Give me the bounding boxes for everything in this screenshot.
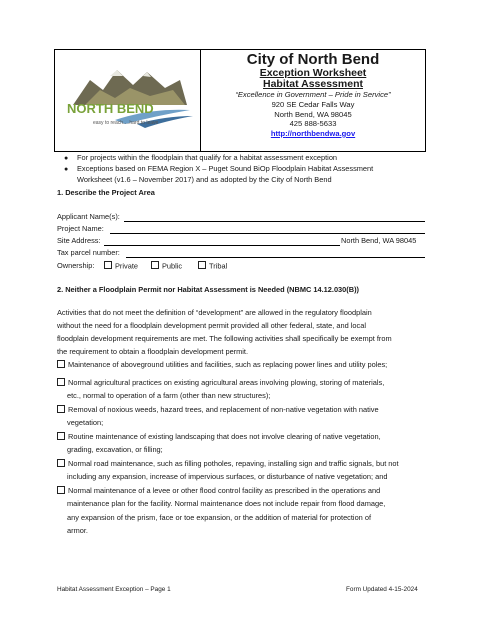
city-name: City of North Bend (246, 51, 380, 68)
bullet-text-2-cont: Worksheet (v1.6 – November 2017) and as adopted by the City of North Bend (77, 175, 332, 184)
header-info (201, 50, 425, 151)
footer-page-label: Habitat Assessment Exception – Page 1 (57, 586, 171, 593)
form-title: Habitat Assessment (263, 78, 363, 90)
logo-cell (55, 50, 201, 151)
applicant-label: Applicant Name(s): (57, 212, 120, 221)
exempt-item-weeds[interactable]: Removal of noxious weeds, hazard trees, and replacement of non-native vegetation with native vegetation; (57, 403, 427, 430)
intro-line: Activities that do not meet the definition of “development” are allowed in the regulatory floodplain (57, 308, 372, 317)
ownership-private-checkbox[interactable]: Private (104, 261, 138, 272)
exempt-item-landscaping[interactable]: Routine maintenance of existing landscaping that does not involve clearing of native vegetation, grading, excavation, or filling; (57, 430, 427, 457)
footer-updated-date: Form Updated 4-15-2024 (346, 586, 418, 593)
intro-line: the requirement to obtain a floodplain development permit. (57, 347, 249, 356)
exempt-item-utilities[interactable]: Maintenance of aboveground utilities and facilities, such as replacing power lines and utility poles; (57, 358, 427, 371)
worksheet-title: Exception Worksheet (259, 67, 367, 79)
bullet-text-1: For projects within the floodplain that qualify for a habitat assessment exception (77, 153, 338, 162)
checkbox-icon (151, 261, 159, 269)
exempt-item-levee[interactable]: Normal maintenance of a levee or other flood control facility as prescribed in the operations and maintenance plan for the facility. Normal maintenance does not include repair from flood damage, any expansion of the prism, face or toe expansion, or the addition of material for protection of armor. (57, 484, 427, 537)
city-logo (55, 50, 200, 151)
ownership-tribal-checkbox[interactable]: Tribal (198, 261, 227, 272)
bullet-text-2: Exceptions based on FEMA Region X – Puget Sound BiOp Floodplain Habitat Assessment (77, 164, 374, 173)
document-header (54, 49, 426, 152)
project-label: Project Name: (57, 224, 104, 233)
phone-number: 425 888-5633 (289, 119, 337, 129)
section-2-heading: 2. Neither a Floodplain Permit nor Habitat Assessment is Needed (NBMC 14.12.030(B)) (57, 285, 359, 294)
section-1-heading: 1. Describe the Project Area (57, 188, 155, 197)
checkbox-icon (57, 378, 65, 386)
checkbox-icon (57, 486, 65, 494)
intro-line: floodplain development requirements are met. The following activities shall specifically be exempt from (57, 334, 392, 343)
checkbox-icon (104, 261, 112, 269)
bullet-icon: ● (64, 166, 69, 173)
checkbox-icon (57, 459, 65, 467)
ownership-public-checkbox[interactable]: Public (151, 261, 182, 272)
logo-tagline: easy to reach….hard to leave (93, 120, 159, 126)
logo-name: NORTH BEND (67, 101, 154, 116)
website-link[interactable]: http://northbendwa.gov (270, 128, 356, 138)
intro-line: without the need for a floodplain development permit provided all other federal, state, and local (57, 321, 366, 330)
tax-label: Tax parcel number: (57, 248, 120, 257)
site-label: Site Address: (57, 236, 101, 245)
ownership-label: Ownership: (57, 261, 95, 270)
checkbox-icon (57, 360, 65, 368)
project-field[interactable] (110, 233, 425, 234)
site-city-suffix: North Bend, WA 98045 (341, 236, 417, 245)
address-line-1: 920 SE Cedar Falls Way (271, 100, 355, 109)
checkbox-icon (57, 432, 65, 440)
section-2-intro (57, 306, 427, 358)
tax-parcel-field[interactable] (126, 257, 425, 258)
checkbox-icon (198, 261, 206, 269)
site-address-field[interactable] (104, 245, 340, 246)
motto: “Excellence in Government – Pride in Service” (235, 90, 391, 99)
address-line-2: North Bend, WA 98045 (274, 109, 352, 119)
checkbox-icon (57, 405, 65, 413)
applicant-field[interactable] (124, 221, 425, 222)
exempt-item-road[interactable]: Normal road maintenance, such as filling potholes, repaving, installing sign and traffic signals, but not including any expansion, increase of impervious surfaces, or disturbance of native vegetation; and (57, 457, 427, 484)
exempt-item-agriculture[interactable]: Normal agricultural practices on existing agricultural areas involving plowing, storing of materials, etc., normal to operation of a farm (other than new structures); (57, 376, 427, 403)
bullet-icon: ● (64, 155, 69, 162)
